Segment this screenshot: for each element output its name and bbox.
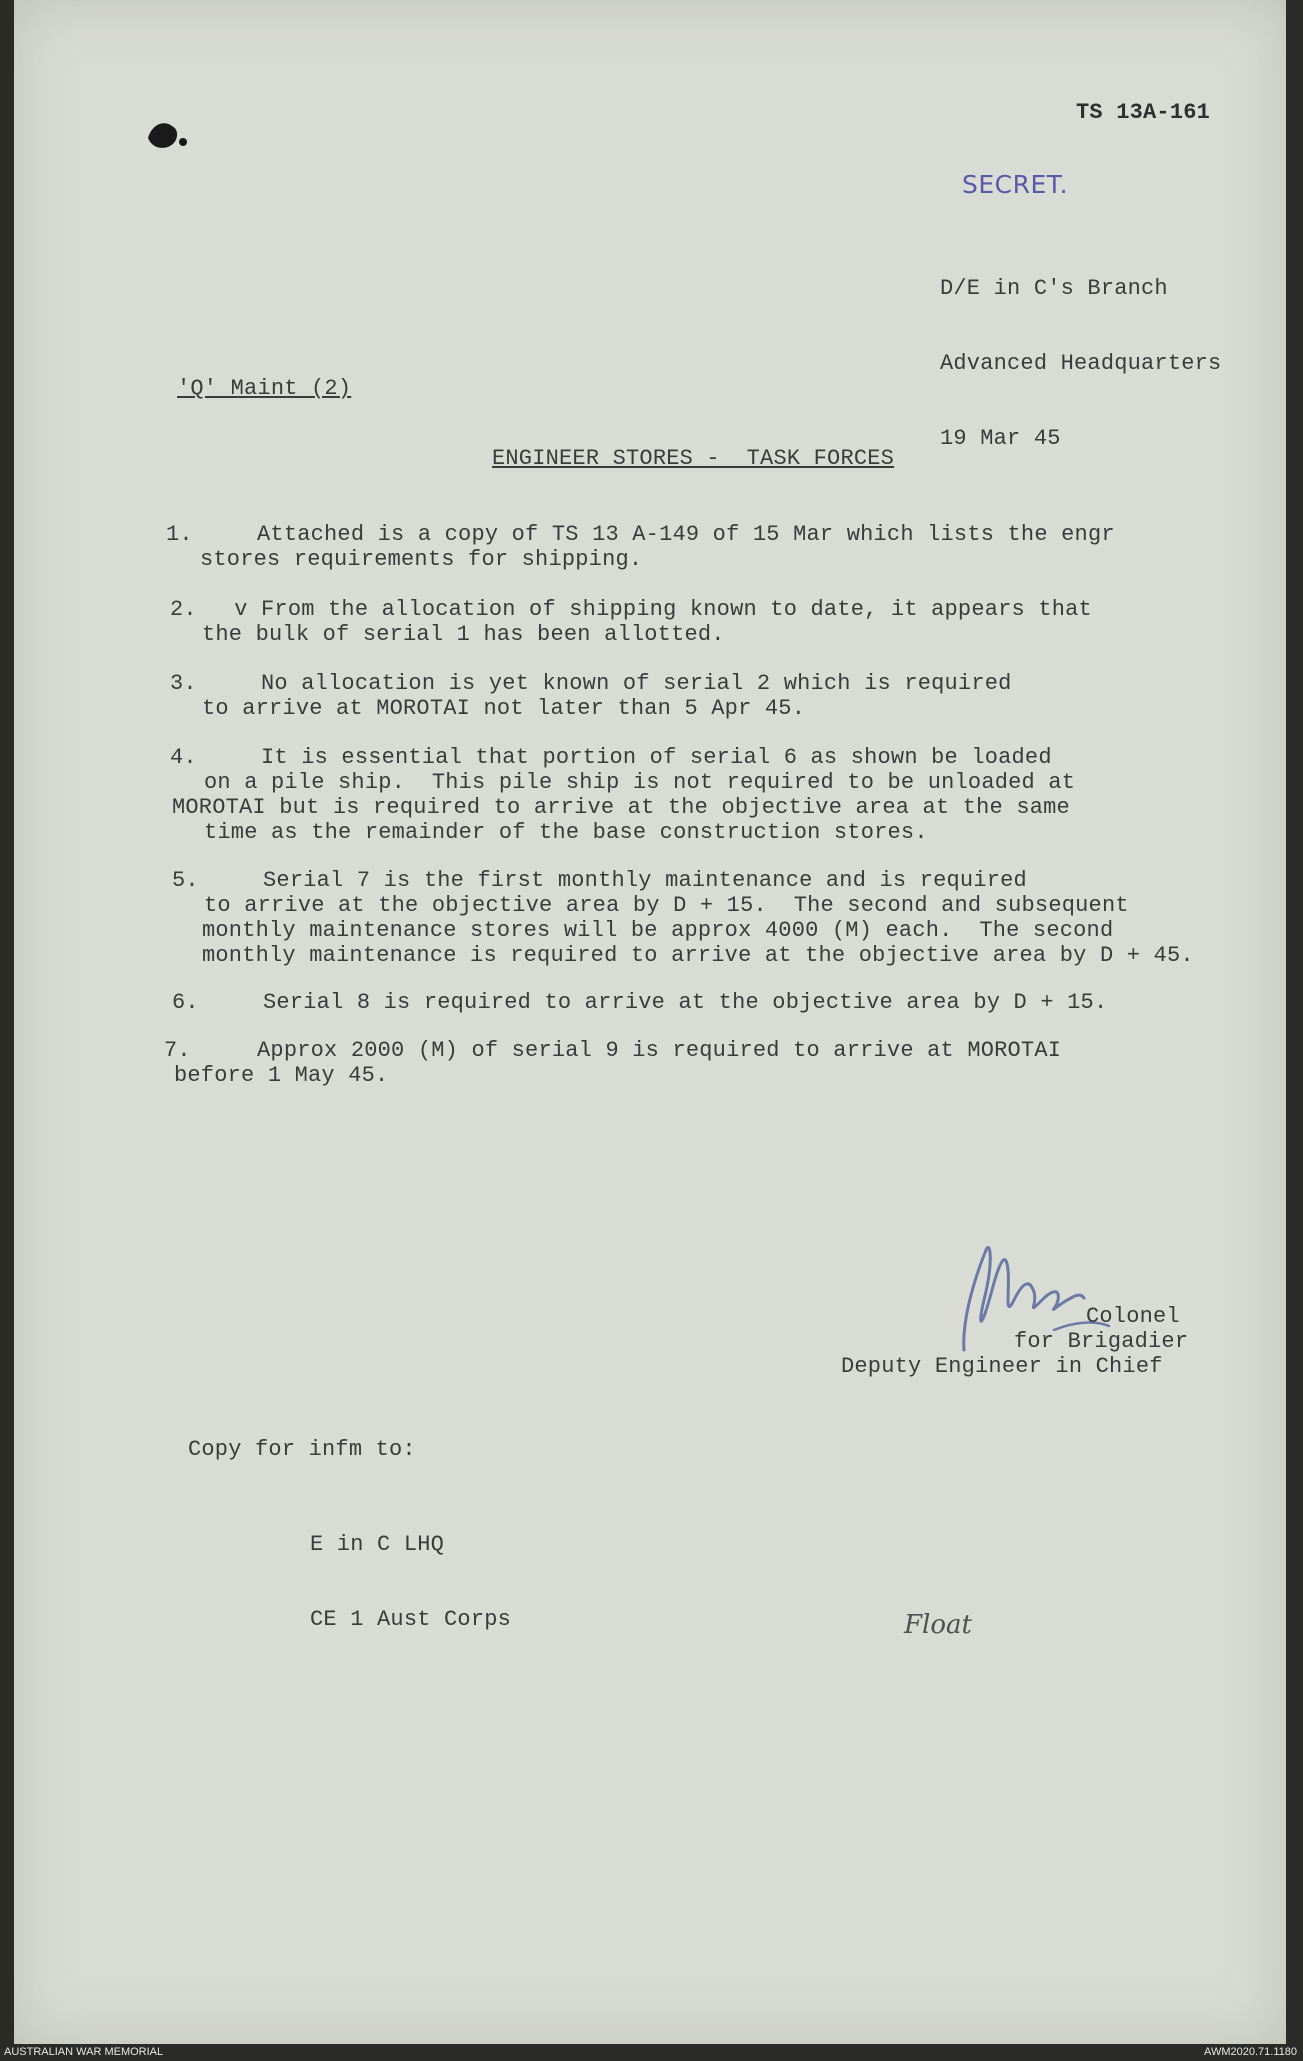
copy-recipients <box>310 1482 511 1682</box>
sender-block <box>940 226 1221 501</box>
paragraph-line: Serial 7 is the first monthly maintenance and is required <box>196 868 1027 893</box>
paragraph-line: No allocation is yet known of serial 2 which is required <box>194 671 1012 696</box>
signature-on-behalf: for Brigadier <box>1014 1329 1189 1354</box>
document-heading: ENGINEER STORES - TASK FORCES <box>492 446 895 471</box>
signature-rank: Colonel <box>1086 1304 1180 1329</box>
paragraph-line: to arrive at the objective area by D + 15. The second and subsequent <box>204 893 1129 918</box>
paragraph-number: 6. <box>172 990 199 1015</box>
paragraph-line: the bulk of serial 1 has been allotted. <box>202 622 725 647</box>
copy-recipient: CE 1 Aust Corps <box>310 1607 512 1632</box>
classification-stamp: SECRET. <box>962 170 1069 199</box>
paragraph-line: to arrive at MOROTAI not later than 5 Apr 45. <box>202 696 806 721</box>
handwritten-note: Float <box>904 1610 972 1640</box>
signature-title: Deputy Engineer in Chief <box>841 1354 1163 1379</box>
paragraph-line: stores requirements for shipping. <box>200 547 643 572</box>
document-page <box>14 0 1286 2044</box>
paragraph-number: 1. <box>166 522 193 547</box>
paragraph-line: It is essential that portion of serial 6 as shown be loaded <box>194 745 1052 770</box>
document-reference: TS 13A-161 <box>1076 100 1211 125</box>
paragraph-number: 2. <box>170 597 197 622</box>
paragraph-line: time as the remainder of the base construction stores. <box>204 820 928 845</box>
archive-reference: AWM2020.71.1180 <box>1204 2046 1297 2058</box>
paragraph-line: before 1 May 45. <box>174 1063 389 1088</box>
punch-hole-mark <box>142 116 192 161</box>
copy-label: Copy for infm to: <box>188 1437 416 1462</box>
paragraph-number: 4. <box>170 745 197 770</box>
paragraph-number: 5. <box>172 868 199 893</box>
sender-line: D/E in C's Branch <box>940 276 1168 301</box>
document-date: 19 Mar 45 <box>940 426 1061 451</box>
paragraph-line: monthly maintenance stores will be approx 4000 (M) each. The second <box>202 918 1114 943</box>
paragraph-line: Serial 8 is required to arrive at the objective area by D + 15. <box>196 990 1108 1015</box>
paragraph-number: 7. <box>164 1038 191 1063</box>
paragraph-line: v From the allocation of shipping known to date, it appears that <box>194 597 1092 622</box>
paragraph-line: monthly maintenance is required to arrive at the objective area by D + 45. <box>202 943 1194 968</box>
paragraph-number: 3. <box>170 671 197 696</box>
paragraph-line: Attached is a copy of TS 13 A-149 of 15 Mar which lists the engr <box>190 522 1115 547</box>
archive-credit: AUSTRALIAN WAR MEMORIAL <box>4 2046 164 2058</box>
copy-recipient: E in C LHQ <box>310 1532 445 1557</box>
paragraph-line: MOROTAI but is required to arrive at the objective area at the same <box>172 795 1070 820</box>
paragraph-line: Approx 2000 (M) of serial 9 is required to arrive at MOROTAI <box>190 1038 1062 1063</box>
paragraph-line: on a pile ship. This pile ship is not required to be unloaded at <box>204 770 1076 795</box>
sender-line: Advanced Headquarters <box>940 351 1222 376</box>
recipient: 'Q' Maint (2) <box>177 376 352 401</box>
